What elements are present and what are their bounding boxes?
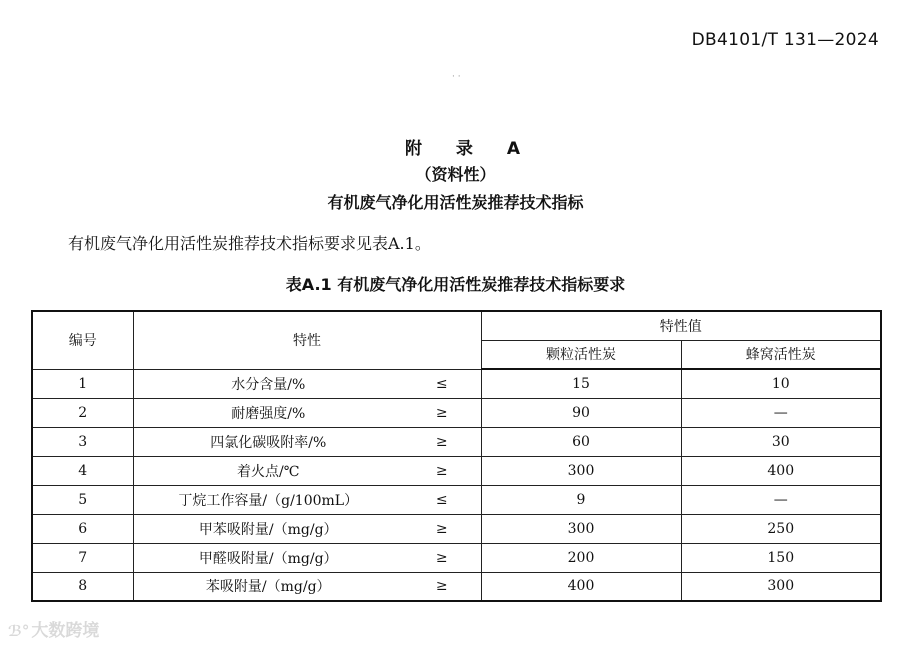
row-operator: ≥ — [403, 427, 481, 456]
row-property: 四氯化碳吸附率/% — [133, 427, 403, 456]
watermark-text: 大数跨境 — [31, 621, 100, 641]
row-honeycomb-value: 300 — [681, 572, 881, 601]
watermark-logo-icon: ℬ° — [8, 622, 30, 640]
appendix-subtitle: （资料性） — [415, 165, 496, 184]
row-operator: ≥ — [403, 543, 481, 572]
header-number: 编号 — [32, 311, 133, 369]
row-number: 2 — [32, 398, 133, 427]
row-operator: ≥ — [403, 514, 481, 543]
intro-paragraph: 有机废气净化用活性炭推荐技术指标要求见表A.1。 — [68, 234, 431, 253]
appendix-title: 附 录 A — [405, 139, 534, 159]
row-granular-value: 15 — [481, 369, 681, 398]
table-row — [32, 514, 881, 543]
row-operator: ≥ — [403, 456, 481, 485]
row-number: 3 — [32, 427, 133, 456]
row-property: 甲苯吸附量/（mg/g） — [133, 514, 403, 543]
header-honeycomb: 蜂窝活性炭 — [681, 340, 881, 369]
row-operator: ≥ — [403, 572, 481, 601]
row-operator: ≥ — [403, 398, 481, 427]
row-honeycomb-value: 10 — [681, 369, 881, 398]
row-operator: ≤ — [403, 485, 481, 514]
row-honeycomb-value: 30 — [681, 427, 881, 456]
row-granular-value: 400 — [481, 572, 681, 601]
row-granular-value: 60 — [481, 427, 681, 456]
row-number: 1 — [32, 369, 133, 398]
table-row — [32, 456, 881, 485]
row-granular-value: 9 — [481, 485, 681, 514]
row-operator: ≤ — [403, 369, 481, 398]
table-caption: 表A.1 有机废气净化用活性炭推荐技术指标要求 — [285, 275, 626, 294]
row-property: 着火点/℃ — [133, 456, 403, 485]
row-number: 4 — [32, 456, 133, 485]
header-granular: 颗粒活性炭 — [481, 340, 681, 369]
row-number: 5 — [32, 485, 133, 514]
table-row — [32, 572, 881, 601]
row-granular-value: 300 — [481, 514, 681, 543]
row-honeycomb-value: 400 — [681, 456, 881, 485]
spec-table — [31, 310, 882, 602]
row-honeycomb-value: 150 — [681, 543, 881, 572]
row-granular-value: 200 — [481, 543, 681, 572]
header-value: 特性值 — [481, 311, 881, 340]
table-row — [32, 543, 881, 572]
table-row — [32, 398, 881, 427]
row-granular-value: 300 — [481, 456, 681, 485]
row-number: 6 — [32, 514, 133, 543]
row-property: 苯吸附量/（mg/g） — [133, 572, 403, 601]
watermark — [8, 616, 99, 641]
table-row — [32, 485, 881, 514]
row-granular-value: 90 — [481, 398, 681, 427]
row-honeycomb-value: — — [681, 485, 881, 514]
row-number: 8 — [32, 572, 133, 601]
table-row — [32, 427, 881, 456]
appendix-name: 有机废气净化用活性炭推荐技术指标 — [327, 193, 584, 212]
row-property: 丁烷工作容量/（g/100mL） — [133, 485, 403, 514]
document-id: DB4101/T 131—2024 — [691, 30, 879, 50]
row-honeycomb-value: 250 — [681, 514, 881, 543]
table-row — [32, 369, 881, 398]
row-property: 水分含量/% — [133, 369, 403, 398]
header-property: 特性 — [133, 311, 481, 369]
row-property: 耐磨强度/% — [133, 398, 403, 427]
row-property: 甲醛吸附量/（mg/g） — [133, 543, 403, 572]
row-number: 7 — [32, 543, 133, 572]
row-honeycomb-value: — — [681, 398, 881, 427]
header-marks: · · — [452, 72, 461, 82]
